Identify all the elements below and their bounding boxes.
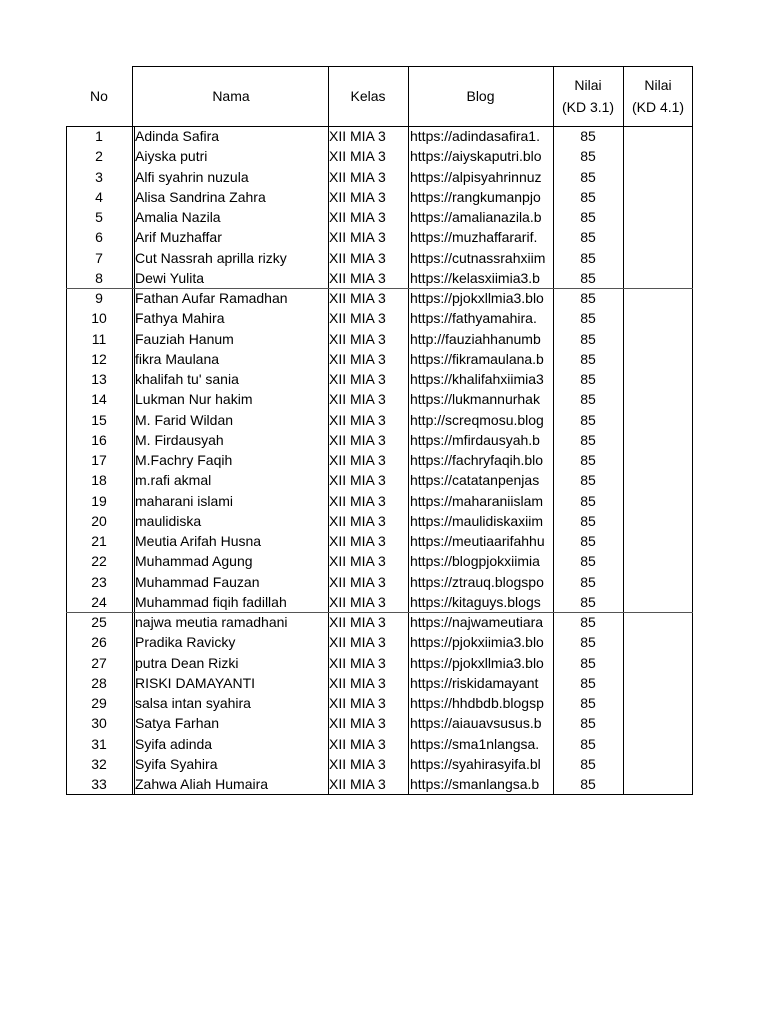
row-blog: https://fathyamahira. [410,310,537,327]
row-no: 16 [91,431,107,448]
row-nilai-kd41 [624,227,692,247]
table-row [66,227,693,247]
row-nilai-kd31: 85 [580,269,596,286]
table-row [66,774,693,794]
row-nilai-kd31: 85 [580,209,596,225]
row-nilai-kd41 [624,673,692,693]
row-nama: maulidiska [135,512,202,529]
row-no: 33 [91,776,107,792]
row-nilai-kd41 [624,470,692,490]
row-nilai-kd31: 85 [580,452,596,468]
row-no: 1 [95,128,103,144]
row-nilai-kd41 [624,430,692,450]
row-kelas: XII MIA 3 [329,614,386,630]
row-kelas: XII MIA 3 [329,168,386,185]
row-nilai-kd41 [624,491,692,511]
row-nilai-kd41 [624,734,692,754]
table-body [66,126,693,794]
row-nilai-kd31: 85 [580,654,596,671]
row-kelas: XII MIA 3 [329,573,386,590]
row-no: 21 [91,533,107,549]
grid-horizontal-line [66,794,693,795]
row-nilai-kd41 [624,450,692,470]
row-kelas: XII MIA 3 [329,128,386,144]
row-nilai-kd41 [624,167,692,187]
table-row [66,491,693,511]
row-nilai-kd41 [624,511,692,531]
table-row [66,349,693,369]
row-nama: khalifah tu' sania [135,371,239,387]
row-nilai-kd31: 85 [580,533,596,549]
row-nilai-kd41 [624,349,692,369]
table-row [66,288,693,308]
row-kelas: XII MIA 3 [329,492,386,509]
row-nilai-kd41 [624,410,692,430]
row-no: 22 [91,553,107,570]
table-row [66,389,693,409]
row-blog: https://syahirasyifa.bl [410,755,541,772]
row-blog: https://catatanpenjas [410,472,540,489]
row-no: 13 [91,371,107,387]
row-blog: https://riskidamayant [410,674,539,691]
row-nilai-kd41 [624,551,692,571]
row-kelas: XII MIA 3 [329,715,386,732]
header-no [66,66,132,126]
header-blog-label: Blog [466,88,495,104]
table-row [66,248,693,268]
row-blog: https://lukmannurhak [410,391,540,408]
row-kelas: XII MIA 3 [329,553,386,570]
grid-horizontal-line [66,288,693,289]
row-nilai-kd31: 85 [580,290,596,306]
grid-vertical-line [553,66,554,794]
row-nilai-kd31: 85 [580,715,596,732]
grid-vertical-line [623,66,624,794]
table-row [66,653,693,673]
table-row [66,511,693,531]
table-row [66,673,693,693]
row-nilai-kd41 [624,146,692,166]
row-no: 19 [91,492,107,509]
row-nilai-kd31: 85 [580,148,596,165]
row-nama: fikra Maulana [135,350,220,367]
row-nama: M. Firdausyah [135,431,224,448]
row-nilai-kd31: 85 [580,128,596,144]
grid-vertical-line [134,126,135,794]
row-no: 25 [91,614,107,630]
row-nilai-kd31: 85 [580,614,596,630]
row-nama: najwa meutia ramadhani [135,614,288,630]
row-blog: https://pjokxiimia3.blo [410,634,544,651]
header-nilai-kd41-line2: (KD 4.1) [631,99,685,115]
row-nama: Pradika Ravicky [135,634,236,651]
grid-horizontal-line [132,66,693,67]
header-nama [134,66,328,126]
row-blog: https://mfirdausyah.b [410,431,540,448]
grid-horizontal-line [66,126,693,127]
row-kelas: XII MIA 3 [329,593,386,610]
grid-vertical-line [408,66,409,794]
row-kelas: XII MIA 3 [329,350,386,367]
row-no: 6 [95,229,103,246]
row-nama: Alisa Sandrina Zahra [135,188,266,205]
row-nilai-kd31: 85 [580,573,596,590]
header-kelas [328,66,408,126]
row-nama: Syifa Syahira [135,755,218,772]
row-no: 11 [91,330,107,347]
row-kelas: XII MIA 3 [329,249,386,266]
row-nilai-kd31: 85 [580,371,596,387]
table-row [66,187,693,207]
row-kelas: XII MIA 3 [329,533,386,549]
row-no: 18 [91,472,107,489]
row-nilai-kd31: 85 [580,188,596,205]
row-nilai-kd41 [624,268,692,288]
row-nilai-kd31: 85 [580,168,596,185]
row-blog: http://fauziahhanumb [410,330,541,347]
row-kelas: XII MIA 3 [329,654,386,671]
header-nama-label: Nama [212,88,250,104]
row-nama: M. Farid Wildan [135,411,234,428]
row-kelas: XII MIA 3 [329,452,386,468]
row-nama: Syifa adinda [135,735,213,752]
table-row [66,592,693,612]
table-row [66,167,693,187]
row-kelas: XII MIA 3 [329,512,386,529]
row-nama: Aiyska putri [135,148,208,165]
grid-vertical-line [132,66,133,794]
row-no: 31 [91,735,107,752]
row-kelas: XII MIA 3 [329,391,386,408]
row-nama: Lukman Nur hakim [135,391,253,408]
row-nama: Satya Farhan [135,715,220,732]
row-nilai-kd31: 85 [580,411,596,428]
header-nilai-kd31-line1: Nilai [574,77,602,93]
row-nilai-kd41 [624,572,692,592]
row-nilai-kd41 [624,774,692,794]
row-nilai-kd41 [624,653,692,673]
row-blog: https://meutiaarifahhu [410,533,545,549]
row-blog: https://fachryfaqih.blo [410,452,544,468]
row-nama: Cut Nassrah aprilla rizky [135,249,287,266]
row-blog: https://muzhaffararif. [410,229,538,246]
table-row [66,632,693,652]
row-nilai-kd41 [624,389,692,409]
row-nilai-kd31: 85 [580,776,596,792]
table-row [66,470,693,490]
row-kelas: XII MIA 3 [329,371,386,387]
row-kelas: XII MIA 3 [329,634,386,651]
row-no: 30 [91,715,107,732]
row-blog: https://pjokxllmia3.blo [410,654,544,671]
row-nama: Dewi Yulita [135,269,205,286]
row-nilai-kd41 [624,248,692,268]
row-kelas: XII MIA 3 [329,431,386,448]
row-nama: Fathan Aufar Ramadhan [135,290,288,306]
row-blog: https://pjokxllmia3.blo [410,290,544,306]
row-nilai-kd41 [624,693,692,713]
header-nilai-kd41-line1: Nilai [644,77,672,93]
table-row [66,693,693,713]
row-nama: Fathya Mahira [135,310,225,327]
row-nama: Meutia Arifah Husna [135,533,262,549]
row-nilai-kd41 [624,754,692,774]
row-nilai-kd41 [624,612,692,632]
row-nilai-kd41 [624,329,692,349]
row-nama: Zahwa Aliah Humaira [135,776,269,792]
table-row [66,430,693,450]
row-blog: https://blogpjokxiimia [410,553,540,570]
row-blog: http://screqmosu.blog [410,411,544,428]
row-nama: Arif Muzhaffar [135,229,222,246]
table-row [66,612,693,632]
row-nilai-kd31: 85 [580,553,596,570]
row-nilai-kd41 [624,632,692,652]
grid-vertical-line [692,66,693,794]
row-blog: https://najwameutiara [410,614,544,630]
row-blog: https://kelasxiimia3.b [410,269,540,286]
row-kelas: XII MIA 3 [329,310,386,327]
row-blog: https://smanlangsa.b [410,776,540,792]
row-nilai-kd41 [624,713,692,733]
table-row [66,410,693,430]
row-no: 5 [95,209,103,225]
row-nilai-kd41 [624,308,692,328]
table-row [66,126,693,146]
row-nilai-kd31: 85 [580,249,596,266]
table-row [66,308,693,328]
row-nama: Muhammad Fauzan [135,573,260,590]
header-no-label: No [90,88,108,104]
row-no: 9 [95,290,103,306]
row-nama: Adinda Safira [135,128,220,144]
row-blog: https://kitaguys.blogs [410,593,541,610]
row-nilai-kd41 [624,126,692,146]
row-blog: https://fikramaulana.b [410,350,544,367]
row-blog: https://hhdbdb.blogsp [410,695,544,711]
row-nama: maharani islami [135,492,234,509]
header-nilai-kd31-line2: (KD 3.1) [561,99,615,115]
row-kelas: XII MIA 3 [329,229,386,246]
grid-vertical-line [328,66,329,794]
row-kelas: XII MIA 3 [329,472,386,489]
row-blog: https://cutnassrahxiim [410,249,546,266]
row-kelas: XII MIA 3 [329,209,386,225]
row-no: 27 [91,654,107,671]
row-blog: https://ztrauq.blogspo [410,573,544,590]
row-nama: putra Dean Rizki [135,654,239,671]
row-no: 23 [91,573,107,590]
row-nama: Amalia Nazila [135,209,221,225]
row-no: 29 [91,695,107,711]
row-no: 12 [91,350,107,367]
row-no: 4 [95,188,103,205]
row-no: 3 [95,168,103,185]
row-no: 20 [91,512,107,529]
row-no: 2 [95,148,103,165]
row-nilai-kd31: 85 [580,735,596,752]
row-kelas: XII MIA 3 [329,735,386,752]
row-nilai-kd31: 85 [580,431,596,448]
row-kelas: XII MIA 3 [329,776,386,792]
row-nilai-kd31: 85 [580,512,596,529]
row-nilai-kd31: 85 [580,350,596,367]
header-blog [408,66,553,126]
row-nama: RISKI DAMAYANTI [135,674,256,691]
table-row [66,754,693,774]
row-no: 8 [95,269,103,286]
row-nilai-kd31: 85 [580,755,596,772]
row-nilai-kd31: 85 [580,492,596,509]
row-kelas: XII MIA 3 [329,188,386,205]
row-nilai-kd41 [624,369,692,389]
row-kelas: XII MIA 3 [329,411,386,428]
row-nilai-kd31: 85 [580,330,596,347]
row-nilai-kd31: 85 [580,472,596,489]
grid-horizontal-line [66,612,693,613]
header-kelas-label: Kelas [350,88,386,104]
row-kelas: XII MIA 3 [329,755,386,772]
table-row [66,450,693,470]
row-blog: https://amalianazila.b [410,209,542,225]
row-nama: Muhammad Agung [135,553,253,570]
table-row [66,369,693,389]
row-nama: M.Fachry Faqih [135,452,233,468]
row-no: 28 [91,674,107,691]
row-blog: https://maharaniislam [410,492,544,509]
grid-vertical-line [66,126,67,794]
row-no: 32 [91,755,107,772]
row-kelas: XII MIA 3 [329,330,386,347]
row-no: 7 [95,249,103,266]
row-kelas: XII MIA 3 [329,269,386,286]
table-row [66,551,693,571]
row-blog: https://aiyskaputri.blo [410,148,542,165]
table-row [66,531,693,551]
row-kelas: XII MIA 3 [329,148,386,165]
row-nilai-kd31: 85 [580,695,596,711]
table-row [66,268,693,288]
row-blog: https://aiauavsusus.b [410,715,542,732]
table-row [66,572,693,592]
row-blog: https://sma1nlangsa. [410,735,540,752]
header-nilai-kd41 [623,66,693,126]
row-nilai-kd31: 85 [580,634,596,651]
row-nilai-kd41 [624,288,692,308]
row-no: 24 [91,593,107,610]
row-no: 17 [91,452,107,468]
row-nilai-kd41 [624,592,692,612]
row-nilai-kd41 [624,187,692,207]
row-nilai-kd31: 85 [580,229,596,246]
row-nilai-kd41 [624,531,692,551]
row-nilai-kd41 [624,207,692,227]
row-nilai-kd31: 85 [580,310,596,327]
row-nama: Fauziah Hanum [135,330,234,347]
header-nilai-kd31 [553,66,623,126]
table-row [66,146,693,166]
row-kelas: XII MIA 3 [329,695,386,711]
row-no: 15 [91,411,107,428]
row-kelas: XII MIA 3 [329,290,386,306]
row-nilai-kd31: 85 [580,674,596,691]
row-blog: https://maulidiskaxiim [410,512,544,529]
table-row [66,329,693,349]
row-blog: https://rangkumanpjo [410,188,541,205]
table-row [66,207,693,227]
row-nama: salsa intan syahira [135,695,251,711]
row-no: 14 [91,391,107,408]
row-blog: https://khalifahxiimia3 [410,371,544,387]
row-nilai-kd31: 85 [580,593,596,610]
row-blog: https://adindasafira1. [410,128,540,144]
row-nama: Alfi syahrin nuzula [135,168,249,185]
row-nama: m.rafi akmal [135,472,212,489]
row-blog: https://alpisyahrinnuz [410,168,542,185]
row-nilai-kd31: 85 [580,391,596,408]
row-nama: Muhammad fiqih fadillah [135,593,287,610]
row-no: 26 [91,634,107,651]
row-kelas: XII MIA 3 [329,674,386,691]
table-row [66,734,693,754]
row-no: 10 [91,310,107,327]
table-row [66,713,693,733]
